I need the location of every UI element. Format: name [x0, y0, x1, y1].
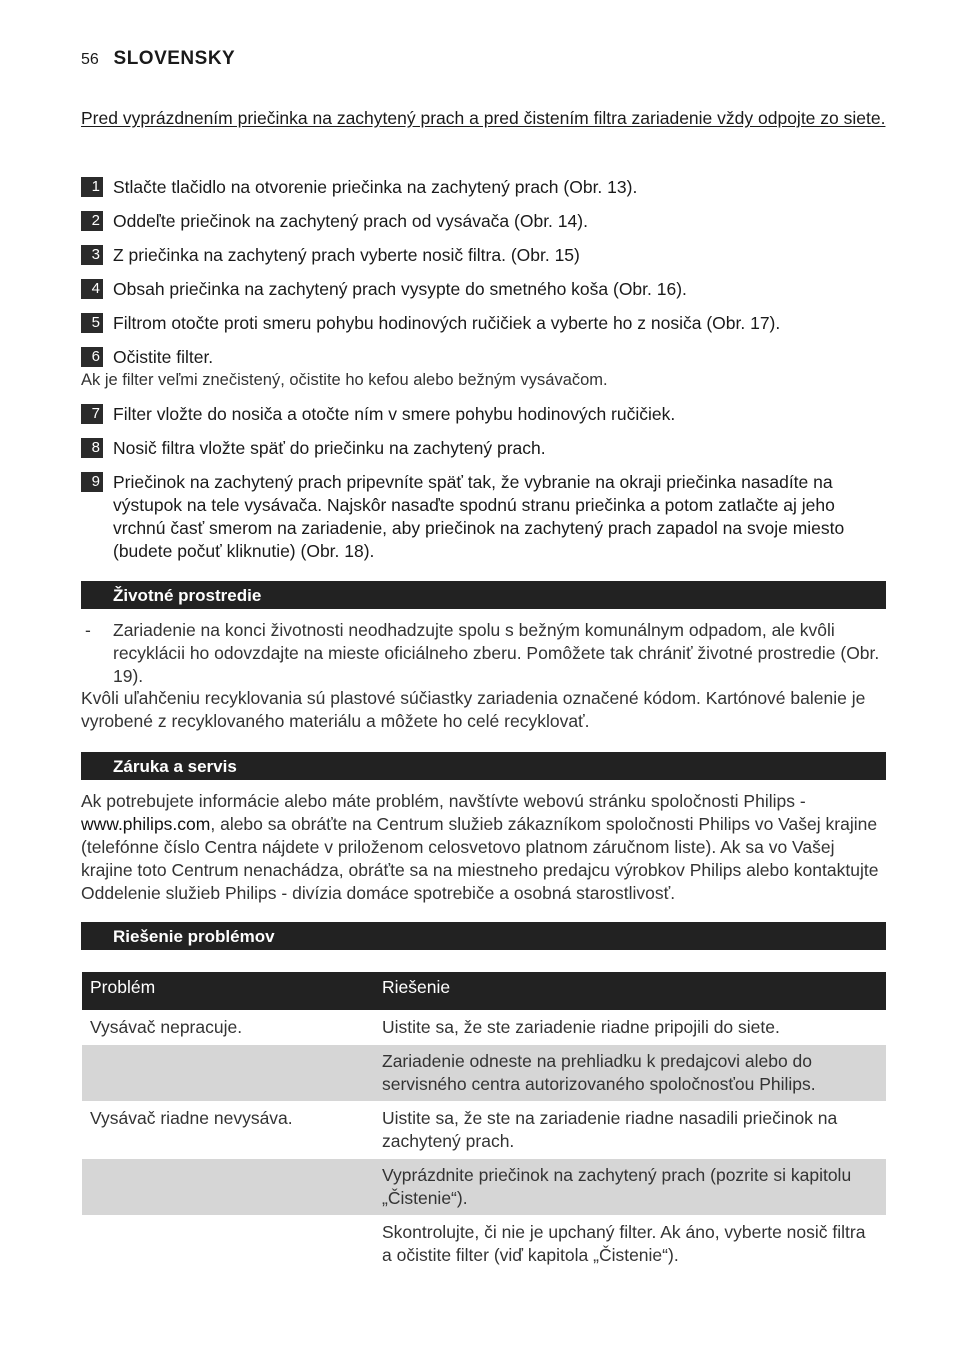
step-text: Z priečinka na zachytený prach vyberte nosič filtra. (Obr. 15)	[113, 245, 580, 265]
step-number: 5	[81, 313, 103, 333]
step-3	[81, 244, 887, 267]
step-text: Očistite filter.	[113, 347, 214, 367]
table-row	[82, 1215, 886, 1272]
step-7	[81, 403, 887, 426]
step-number: 4	[81, 279, 103, 299]
step-number: 8	[81, 438, 103, 458]
step-number: 1	[81, 177, 103, 197]
warranty-text-start: Ak potrebujete informácie alebo máte problém, navštívte webovú stránku spoločnosti Philips -	[81, 791, 806, 811]
dash-marker: -	[85, 620, 91, 640]
step-9	[81, 471, 887, 563]
step-number: 6	[81, 347, 103, 367]
step-text: Filtrom otočte proti smeru pohybu hodinových ručičiek a vyberte ho z nosiča (Obr. 17).	[113, 313, 781, 333]
bullet-text: Zariadenie na konci životnosti neodhadzujte spolu s bežným komunálnym odpadom, ale kvôli recyklácii ho odovzdajte na mieste oficiálneho zberu. Pomôžete tak chrániť životné prostredie (Obr. 19).	[113, 620, 880, 686]
recycling-paragraph: Kvôli uľahčeniu recyklovania sú plastové súčiastky zariadenia označené kódom. Kartónové balenie je vyrobené z recyklovaného materiálu a môžete ho celé recyklovať.	[81, 688, 866, 731]
table-row	[82, 1158, 886, 1215]
environment-bullet	[81, 619, 887, 688]
problem-cell: Vysávač nepracuje.	[82, 1010, 374, 1044]
step-text: Stlačte tlačidlo na otvorenie priečinka na zachytený prach (Obr. 13).	[113, 177, 638, 197]
step-text: Oddeľte priečinok na zachytený prach od vysávača (Obr. 14).	[113, 211, 588, 231]
page-header	[81, 48, 235, 70]
step-1	[81, 176, 887, 199]
table-row	[82, 1010, 886, 1044]
problem-cell	[82, 1158, 374, 1215]
step-2	[81, 210, 887, 233]
language-heading: SLOVENSKY	[113, 48, 236, 69]
page-number: 56	[81, 51, 99, 68]
step-text: Nosič filtra vložte späť do priečinku na zachytený prach.	[113, 438, 546, 458]
section-heading-warranty: Záruka a servis	[81, 752, 886, 780]
step-number: 9	[81, 472, 103, 492]
philips-website-link[interactable]: www.philips.com	[81, 814, 211, 834]
section-heading-environment: Životné prostredie	[81, 581, 886, 609]
step-number: 7	[81, 404, 103, 424]
warranty-text-end: , alebo sa obráťte na Centrum služieb zákazníkom spoločnosti Philips vo Vašej krajine (telefónne číslo Centra nájdete v priloženom celosvetovo platnom záručnom liste). Ak sa vo Vašej krajine toto Centrum nenachádza, obráťte sa na miestneho predajcu výrobkov Philips alebo kontaktujte Oddelenie služieb Philips - divízia domáce spotrebiče a osobná starostlivosť.	[81, 814, 879, 903]
column-header-problem: Problém	[82, 972, 374, 1010]
step-6	[81, 346, 887, 369]
solution-cell: Uistite sa, že ste na zariadenie riadne nasadili priečinok na zachytený prach.	[374, 1101, 886, 1158]
problem-cell	[82, 1044, 374, 1101]
table-row	[82, 1044, 886, 1101]
step-8	[81, 437, 887, 460]
column-header-solution: Riešenie	[374, 972, 886, 1010]
step-number: 3	[81, 245, 103, 265]
step-6-note: Ak je filter veľmi znečistený, očistite ho kefou alebo bežným vysávačom.	[81, 371, 608, 389]
section-heading-troubleshooting: Riešenie problémov	[81, 922, 886, 950]
step-number: 2	[81, 211, 103, 231]
table-header-row	[82, 972, 886, 1010]
solution-cell: Skontrolujte, či nie je upchaný filter. Ak áno, vyberte nosič filtra a očistite filter (viď kapitola „Čistenie“).	[374, 1215, 886, 1272]
step-text: Obsah priečinka na zachytený prach vysypte do smetného koša (Obr. 16).	[113, 279, 687, 299]
step-4	[81, 278, 887, 301]
step-text: Priečinok na zachytený prach pripevníte späť tak, že vybranie na okraji priečinka nasadíte na výstupok na tele vysávača. Najskôr nasaďte spodnú stranu priečinka a potom zatlačte aj jeho vrchnú časť smerom na zariadenie, aby priečinok na zachytený prach zapadol na svoje miesto (budete počuť kliknutie) (Obr. 18).	[113, 472, 845, 561]
step-5	[81, 312, 887, 335]
solution-cell: Uistite sa, že ste zariadenie riadne pripojili do siete.	[374, 1010, 886, 1044]
warranty-paragraph	[81, 790, 887, 905]
solution-cell: Vyprázdnite priečinok na zachytený prach (pozrite si kapitolu „Čistenie“).	[374, 1158, 886, 1215]
solution-cell: Zariadenie odneste na prehliadku k predajcovi alebo do servisného centra autorizovaného spoločnosťou Philips.	[374, 1044, 886, 1101]
unplug-warning: Pred vyprázdnením priečinka na zachytený prach a pred čistením filtra zariadenie vždy odpojte zo siete.	[81, 108, 886, 128]
step-text: Filter vložte do nosiča a otočte ním v smere pohybu hodinových ručičiek.	[113, 404, 676, 424]
problem-cell	[82, 1215, 374, 1272]
table-row	[82, 1101, 886, 1158]
troubleshooting-table	[82, 972, 886, 1272]
problem-cell: Vysávač riadne nevysáva.	[82, 1101, 374, 1158]
